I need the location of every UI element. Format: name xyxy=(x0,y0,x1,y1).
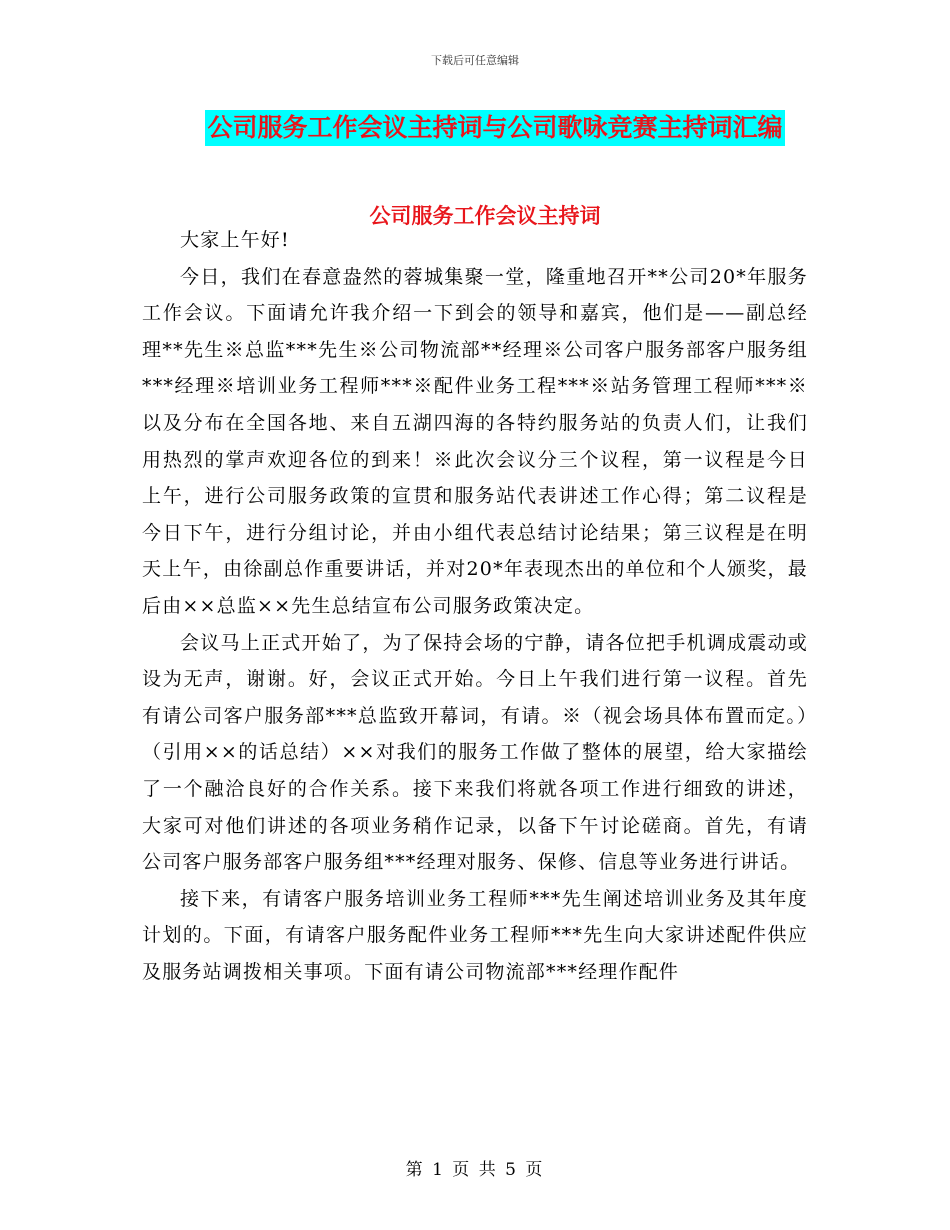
paragraph-greeting: 大家上午好! xyxy=(180,229,290,251)
document-body xyxy=(142,222,808,990)
header-note: 下载后可任意编辑 xyxy=(431,54,519,67)
main-title: 公司服务工作会议主持词与公司歌咏竞赛主持词汇编 xyxy=(205,110,784,146)
paragraph: 接下来，有请客户服务培训业务工程师***先生阐述培训业务及其年度计划的。下面，有请客户服务配件业务工程师***先生向大家讲述配件供应及服务站调拨相关事项。下面有请公司物流部***经理作配件 xyxy=(142,887,808,983)
paragraph: 今日，我们在春意盎然的蓉城集聚一堂，隆重地召开**公司20*年服务工作会议。下面请允许我介绍一下到会的领导和嘉宾，他们是——副总经理**先生※总监***先生※公司物流部**经理※公司客户服务部客户服务组***经理※培训业务工程师***※配件业务工程***※站务管理工程师***※以及分布在全国各地、来自五湖四海的各特约服务站的负责人们，让我们用热烈的掌声欢迎各位的到来！※此次会议分三个议程，第一议程是今日上午，进行公司服务政策的宣贯和服务站代表讲述工作心得；第二议程是今日下午，进行分组讨论，并由小组代表总结讨论结果；第三议程是在明天上午，由徐副总作重要讲话，并对20*年表现杰出的单位和个人颁奖，最后由××总监××先生总结宣布公司服务政策决定。 xyxy=(142,265,808,617)
paragraph: 会议马上正式开始了，为了保持会场的宁静，请各位把手机调成震动或设为无声，谢谢。好，会议正式开始。今日上午我们进行第一议程。首先有请公司客户服务部***总监致开幕词，有请。※（视会场具体布置而定。）（引用××的话总结）××对我们的服务工作做了整体的展望，给大家描绘了一个融洽良好的合作关系。接下来我们将就各项工作进行细致的讲述，大家可对他们讲述的各项业务稍作记录，以备下午讨论磋商。首先，有请公司客户服务部客户服务组***经理对服务、保修、信息等业务进行讲话。 xyxy=(142,631,808,874)
main-title-wrap xyxy=(0,110,950,146)
page-number: 第 1 页 共 5 页 xyxy=(405,1160,545,1180)
sub-title: 公司服务工作会议主持词 xyxy=(369,204,601,228)
